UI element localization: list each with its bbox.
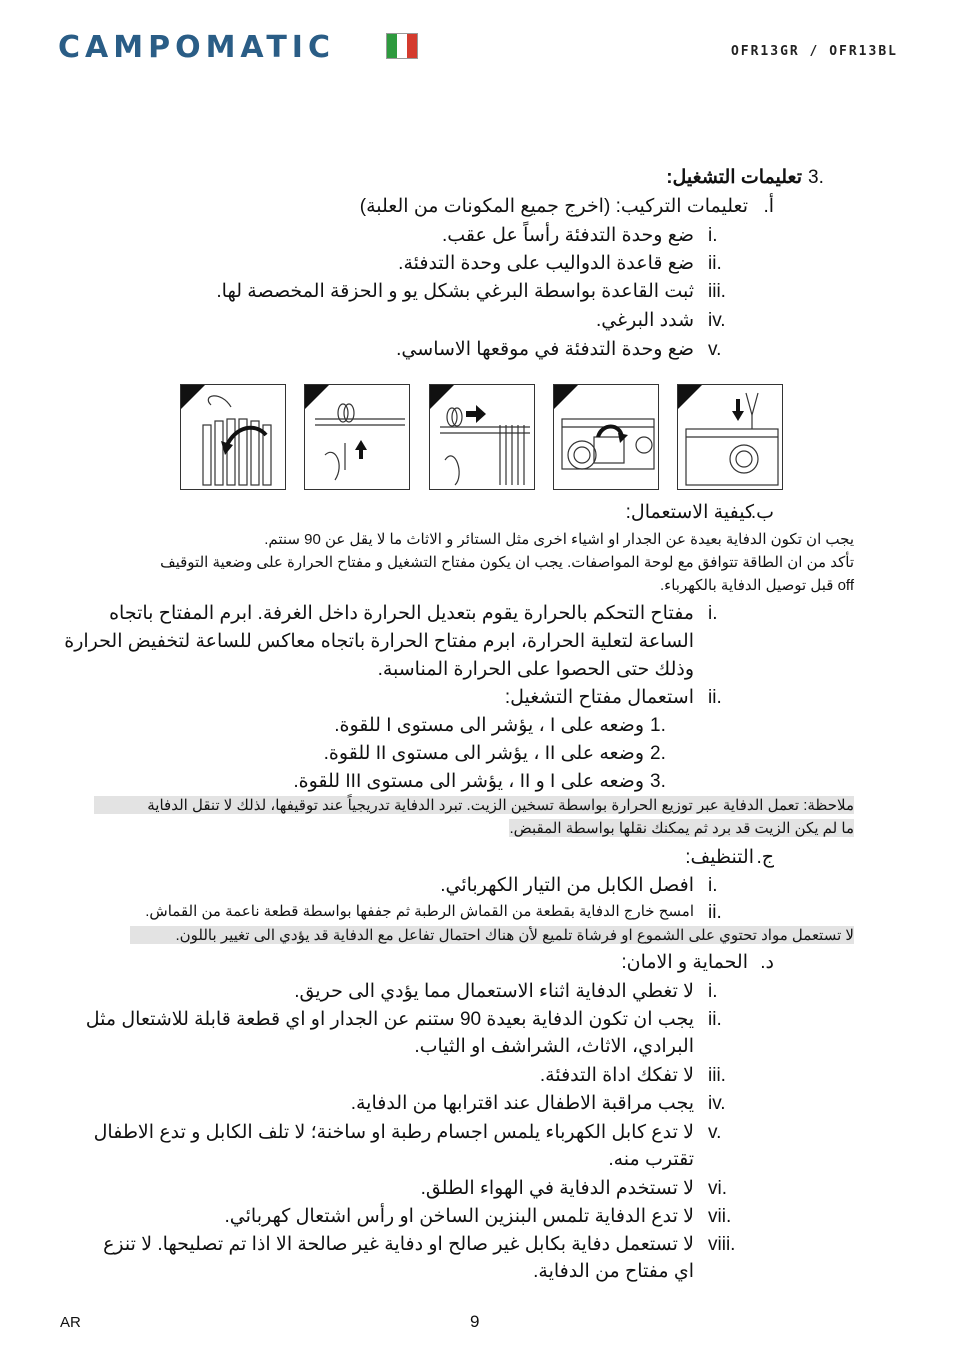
power-level-num: 3.: [650, 771, 666, 792]
usage-item-num: i.: [708, 603, 718, 624]
safety-step: تقترب منه.: [608, 1149, 694, 1170]
page-number: 9: [470, 1312, 480, 1331]
u-bolt-figure: [429, 384, 535, 490]
usage-item-line: وذلك حتى الحصوا على الحرارة المناسبة.: [377, 659, 694, 680]
usage-item-line: مفتاح التحكم بالحرارة يقوم بتعديل الحرارة داخل الغرفة. ابرم المفتاح باتجاه: [109, 603, 694, 624]
safety-step-num: viii.: [708, 1234, 736, 1255]
usage-note: ما لم يكن الزيت قد برد ثم يمكنك نقلها بواسطة المقبض.: [509, 820, 854, 837]
safety-marker: د.: [760, 952, 774, 973]
cleaning-step-num: i.: [708, 875, 718, 896]
wheel-base-figure: [304, 384, 410, 490]
usage-paragraph: تأكد من ان الطاقة تتوافق مع لوحة المواصفات. يجب ان يكون مفتاح التشغيل و مفتاح الحرارة على وضعية التوقيف: [160, 554, 854, 571]
assembly-title: تعليمات التركيب: (اخرج جميع المكونات من العلبة): [359, 196, 748, 217]
cleaning-step-num: ii.: [708, 902, 722, 923]
safety-step: لا تدع الدفاية تلمس البنزين الساخن او رأس اشتعال كهربائي.: [224, 1206, 694, 1227]
assembly-marker: أ.: [763, 196, 774, 217]
usage-item-num: ii.: [708, 687, 722, 708]
brand-logo: CAMPOMATIC: [58, 30, 335, 65]
usage-note: ملاحظة: تعمل الدفاية عبر توزيع الحرارة بواسطة تسخين الزيت. تبرد الدفاية تدريجياً عند توقيفها، لذلك لا تنقل الدفاية: [94, 796, 854, 814]
assembly-step: ثبت القاعدة بواسطة البرغي بشكل يو و الحزقة المخصصة لها.: [216, 281, 694, 302]
usage-marker: ب.: [750, 502, 774, 523]
safety-step-num: ii.: [708, 1009, 722, 1030]
safety-step-num: vii.: [708, 1206, 732, 1227]
power-level: وضعه على I ، يؤشر الى مستوى I للقوة.: [334, 715, 644, 736]
safety-step: لا تغطي الدفاية اثناء الاستعمال مما يؤدي الى حريق.: [294, 981, 694, 1002]
safety-step: لا تستعمل دفاية بكابل غير صالح او دفاية غير صالحة الا اذا تم تصليحها. لا تنزع: [103, 1234, 694, 1255]
usage-item-line: الساعة لتعلية الحرارة، ابرم مفتاح الحرارة باتجاه معاكس للساعة لتخفيض الحرارة: [64, 631, 694, 652]
safety-step: يجب مراقبة الاطفال عند اقترابها من الدفاية.: [350, 1093, 694, 1114]
model-number: OFR13GR / OFR13BL: [730, 44, 898, 59]
usage-item-line: استعمال مفتاح التشغيل:: [504, 687, 694, 708]
section-title: تعليمات التشغيل:: [666, 167, 802, 188]
tighten-nut-figure: [677, 384, 783, 490]
safety-step-num: v.: [708, 1122, 722, 1143]
section-number: 3.: [808, 167, 824, 188]
assembly-figures: [180, 384, 783, 492]
safety-step: لا تدع كابل الكهرباء يلمس اجسام رطبة او ساخنة؛ لا تلف الكابل و تدع الاطفال: [93, 1122, 694, 1143]
power-level-num: 1.: [650, 715, 666, 736]
usage-paragraph: off قبل توصيل الدفاية بالكهرباء.: [659, 577, 854, 594]
cleaning-title: التنظيف:: [685, 847, 754, 868]
assembly-step: ضع وحدة التدفئة رأساً عل عقب.: [441, 225, 694, 246]
safety-step: يجب ان تكون الدفاية بعيدة 90 ستنم عن الجدار او اي قطعة قابلة للاشتعال مثل: [85, 1009, 694, 1030]
assembly-step-num: iv.: [708, 310, 726, 331]
safety-step-num: vi.: [708, 1178, 727, 1199]
power-level: وضعه على I و II ، يؤشر الى مستوى III للقوة.: [293, 771, 644, 792]
cleaning-marker: ج.: [756, 847, 774, 868]
safety-step-num: iii.: [708, 1065, 726, 1086]
safety-step-num: iv.: [708, 1093, 726, 1114]
assembly-step-num: v.: [708, 339, 722, 360]
power-level: وضعه على II ، يؤشر الى مستوى II للقوة.: [323, 743, 644, 764]
assembly-step-num: i.: [708, 225, 718, 246]
cleaning-warning: لا تستعمل مواد تحتوي على الشموع او فرشاة تلميع لأن هناك احتمال تفاعل مع الدفاية قد يؤدي الى تغيير باللون.: [130, 926, 854, 944]
safety-title: الحماية و الامان:: [621, 952, 748, 973]
usage-paragraph: يجب ان تكون الدفاية بعيدة عن الجدار او اشياء اخرى مثل الستائر و الاثاث ما لا يقل عن 90 سنتم.: [264, 531, 854, 548]
power-level-num: 2.: [650, 743, 666, 764]
assembly-step: ضع وحدة التدفئة في موقعها الاساسي.: [396, 339, 694, 360]
radiator-flip-figure: [180, 384, 286, 490]
safety-step: البرادي، الاثاث، الشراشف او الثياب.: [414, 1036, 694, 1057]
assembly-step-num: iii.: [708, 281, 726, 302]
usage-title: كيفية الاستعمال:: [625, 502, 754, 523]
assembly-step: ضع قاعدة الدواليب على وحدة التدفئة.: [398, 253, 694, 274]
safety-step: لا تستخدم الدفاية في الهواء الطلق.: [420, 1178, 694, 1199]
attach-base-figure: [553, 384, 659, 490]
safety-step: لا تفكك اداة التدفئة.: [539, 1065, 694, 1086]
assembly-step: شدد البرغي.: [596, 310, 694, 331]
italian-flag-icon: [386, 33, 418, 59]
assembly-step-num: ii.: [708, 253, 722, 274]
cleaning-step: افصل الكابل من التيار الكهربائي.: [440, 875, 694, 896]
language-code: AR: [60, 1314, 81, 1331]
cleaning-step: امسح خارج الدفاية بقطعة من القماش الرطبة ثم جففها بواسطة قطعة ناعمة من القماش.: [145, 903, 694, 920]
safety-step-num: i.: [708, 981, 718, 1002]
safety-step: اي مفتاح من الدفاية.: [533, 1261, 694, 1282]
